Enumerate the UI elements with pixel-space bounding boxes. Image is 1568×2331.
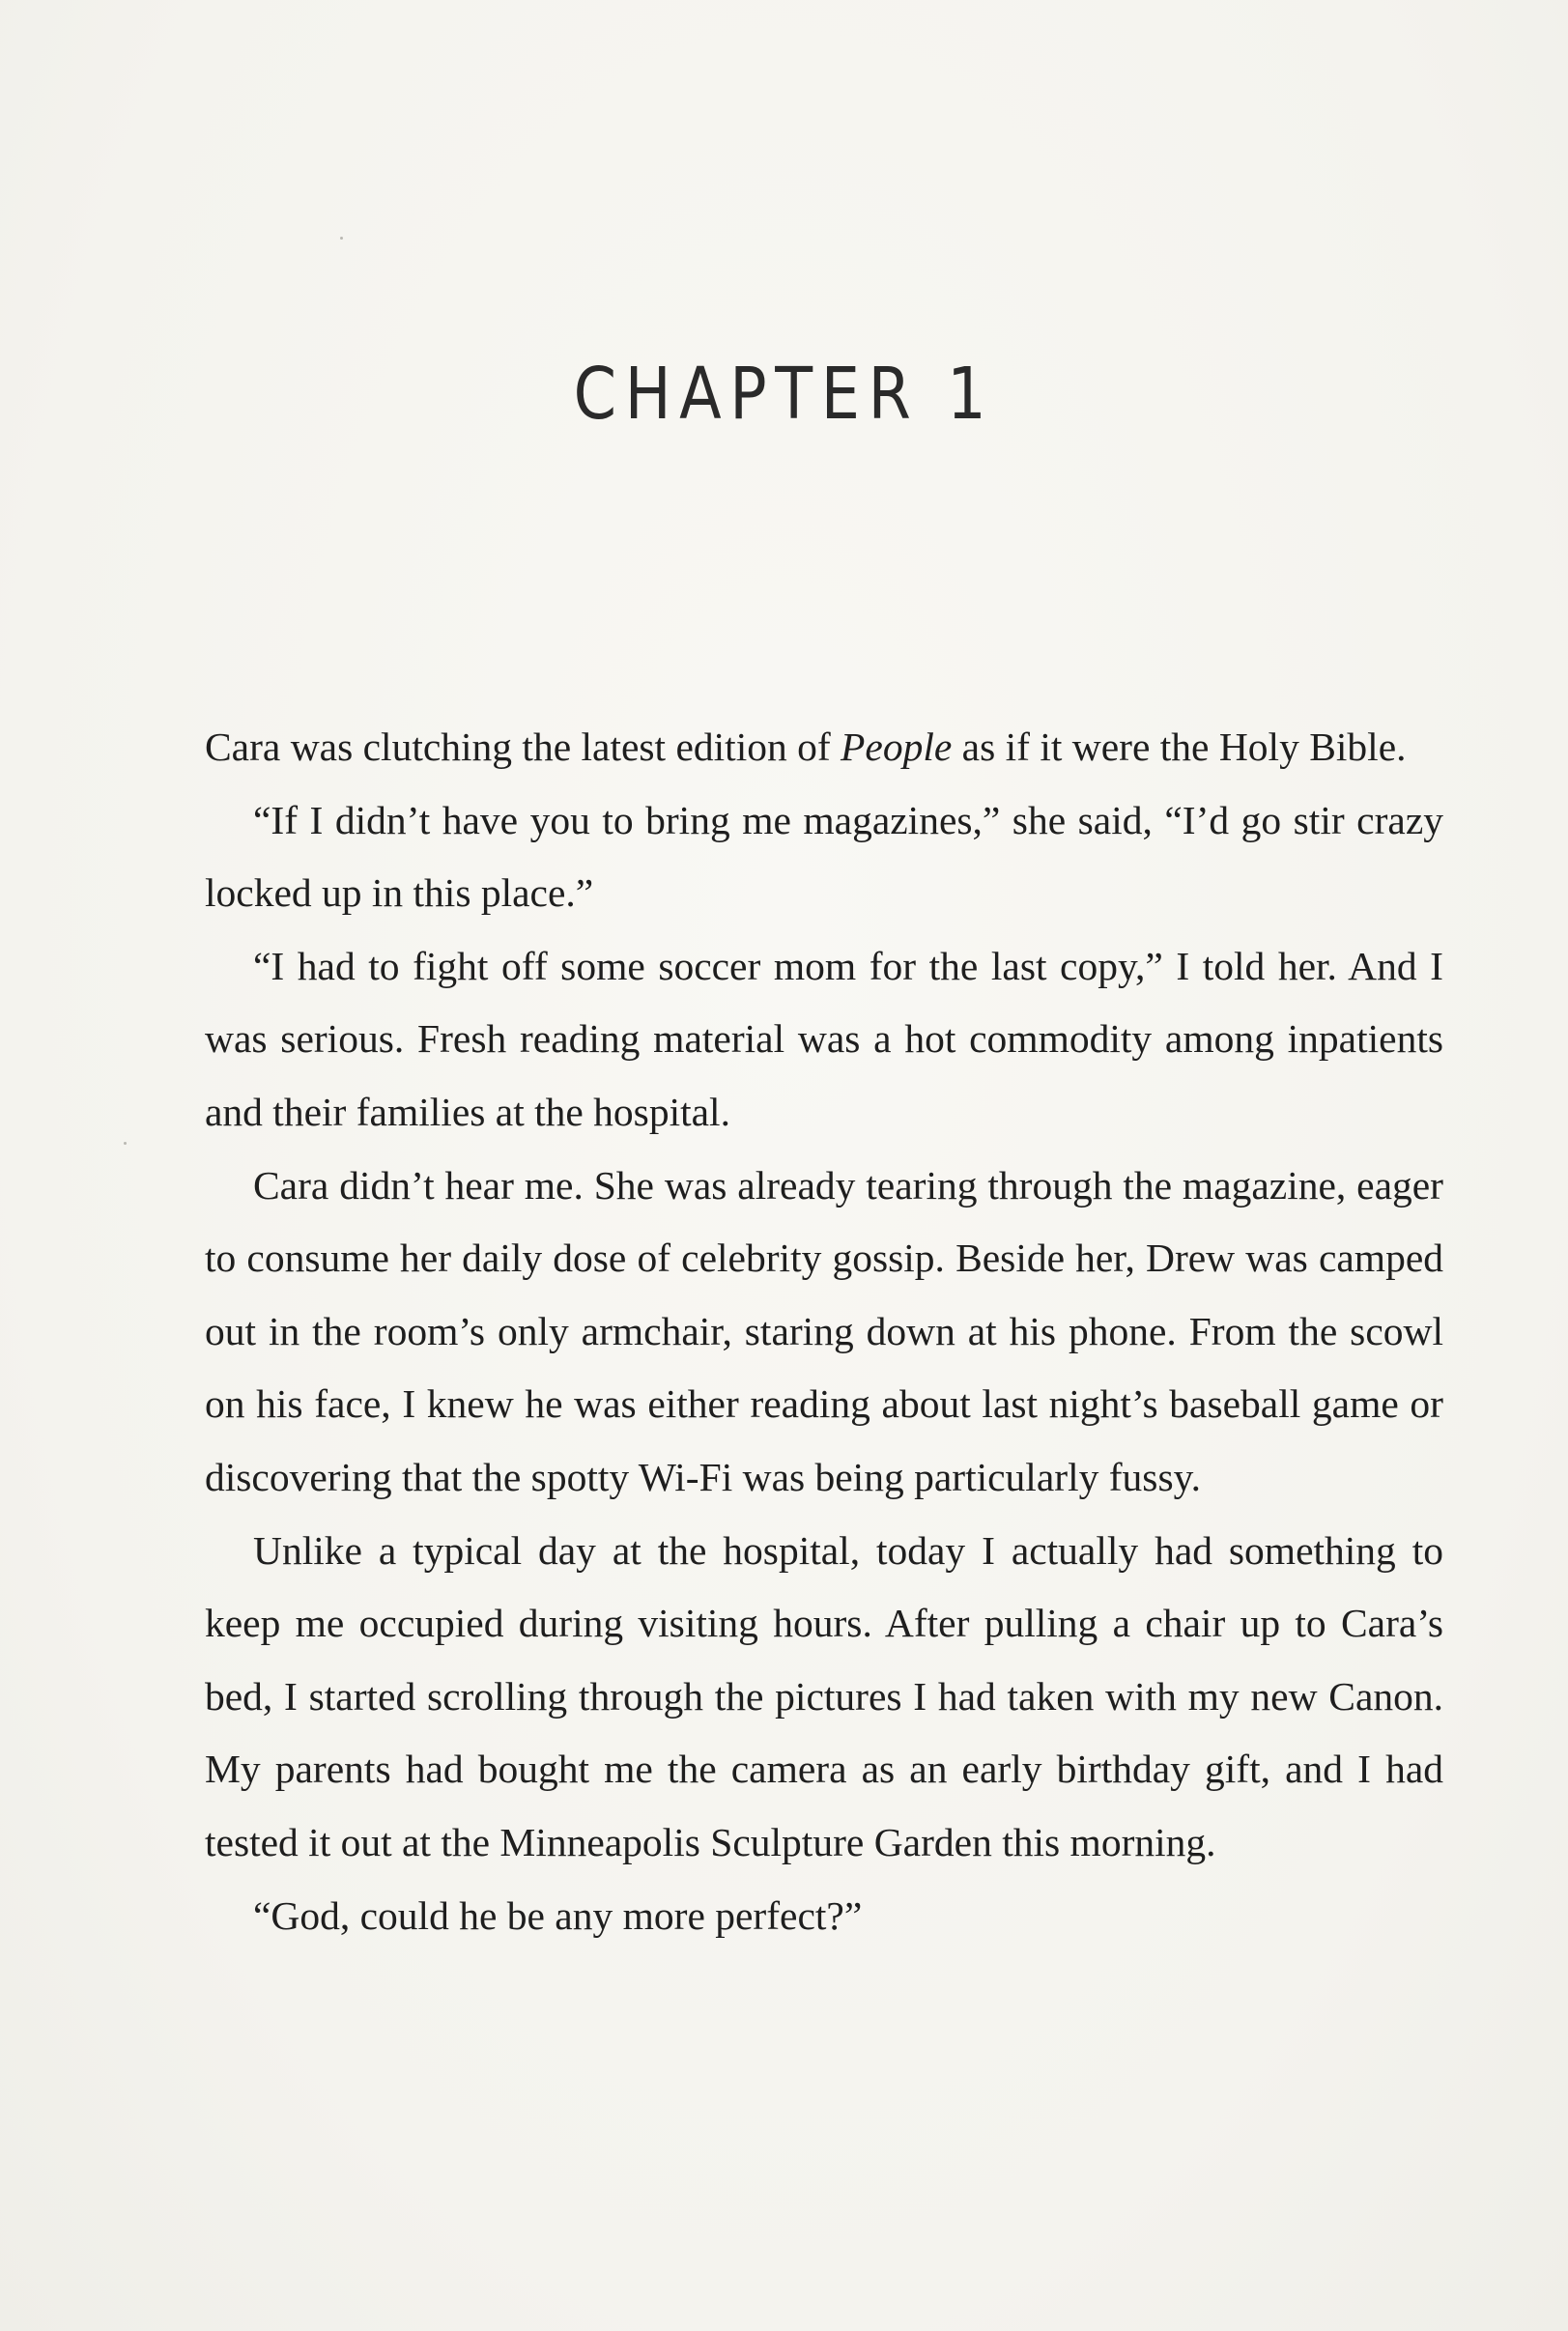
paragraph: “God, could he be any more perfect?”: [253, 1892, 863, 1938]
paragraph: [205, 711, 1443, 784]
chapter-body: [205, 711, 1443, 1952]
paragraph: “If I didn’t have you to bring me magazines,” she said, “I’d go stir crazy locked up in this place.”: [205, 797, 1443, 916]
page-speck: [340, 237, 343, 240]
paragraph-text: Cara was clutching the latest edition of: [205, 725, 841, 769]
paragraph: “I had to fight off some soccer mom for the last copy,” I told her. And I was serious. Fresh reading material was a hot commodity among inpatients and their families at the hospital.: [205, 943, 1443, 1134]
page-speck: [124, 1142, 127, 1145]
magazine-title: People: [841, 725, 953, 769]
paragraph: Unlike a typical day at the hospital, today I actually had something to keep me occupied during visiting hours. After pulling a chair up to Cara’s bed, I started scrolling through the pictures I had taken with my new Canon. My parents had bought me the camera as an early birthday gift, and I had tested it out at the Minneapolis Sculpture Garden this morning.: [205, 1527, 1443, 1864]
paragraph-text: as if it were the Holy Bible.: [952, 725, 1407, 769]
chapter-heading: CHAPTER 1: [573, 353, 995, 436]
paragraph: Cara didn’t hear me. She was already tearing through the magazine, eager to consume her daily dose of celebrity gossip. Beside her, Drew was camped out in the room’s only armchair, staring down at his phone. From the scowl on his face, I knew he was either reading about last night’s baseball game or discovering that the spotty Wi-Fi was being particularly fussy.: [205, 1162, 1443, 1499]
